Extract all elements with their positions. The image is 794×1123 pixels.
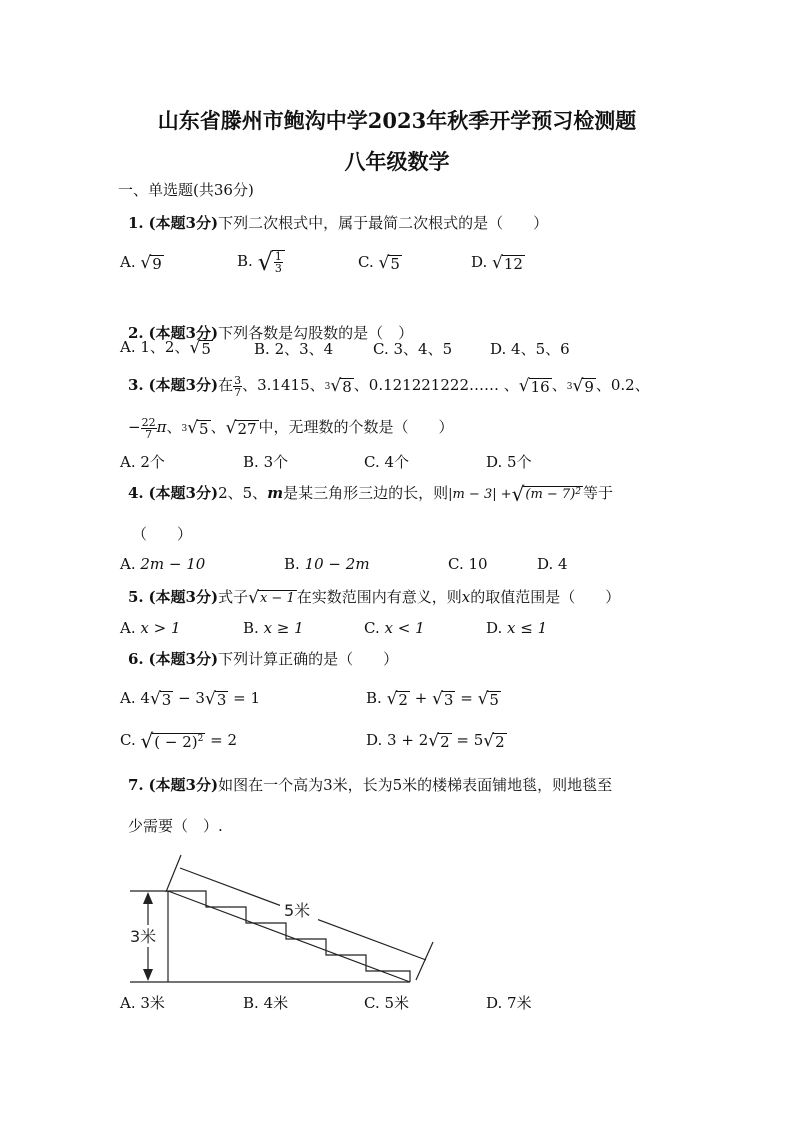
question-text: 在 <box>218 376 234 394</box>
sqrt-expression: √ ( − 2)$^2$ <box>140 728 204 753</box>
extension-line-bottom <box>416 942 433 980</box>
q6-option-d[interactable] <box>366 731 507 750</box>
option-text: 3个 <box>263 453 289 471</box>
option-label: D. <box>486 453 503 471</box>
option-text: x ≥ 1 <box>263 619 304 637</box>
question-number: 4. <box>128 484 144 502</box>
sqrt-expression: √ 16 <box>518 375 550 396</box>
question-text: 中，无理数的个数是（ ） <box>258 418 454 436</box>
question-7 <box>128 774 612 795</box>
cbrt-expression: 3 √ 8 <box>324 375 352 396</box>
question-meta: (本题3分) <box>148 650 219 668</box>
arrow-down-icon <box>143 969 153 981</box>
separator: 、 <box>551 376 567 394</box>
separator: 、 <box>503 376 519 394</box>
question-7-line2: 少需要（ ）. <box>128 817 223 835</box>
question-text: 下列各数是勾股数的是（ ） <box>218 324 414 342</box>
option-label: B. <box>243 619 259 637</box>
q7-option-d[interactable] <box>486 992 532 1013</box>
q4-option-a[interactable] <box>120 555 205 573</box>
separator: 、 <box>166 418 182 436</box>
question-4 <box>128 481 614 506</box>
question-text: 等于 <box>583 484 614 502</box>
separator: 、 <box>595 376 611 394</box>
q4-option-b[interactable] <box>284 555 370 573</box>
variable-m: m <box>267 484 284 502</box>
option-text: 4米 <box>263 994 289 1012</box>
option-text: 7米 <box>507 994 532 1012</box>
sqrt-expression: √ 5 <box>189 337 211 358</box>
length-label: 5米 <box>284 901 311 920</box>
option-label: C. <box>373 340 389 358</box>
option-label: D. <box>486 619 503 637</box>
operator: + <box>409 689 433 707</box>
question-text: 如图在一个高为3米，长为5米的楼梯表面铺地毯，则地毯至 <box>218 776 613 794</box>
option-text: 1、2、 <box>140 338 190 356</box>
option-label: B. <box>366 689 382 707</box>
option-text: 3、4、5 <box>393 340 453 358</box>
question-meta: (本题3分) <box>148 588 219 606</box>
q6-option-b[interactable] <box>366 689 501 708</box>
sqrt-expression: √ $\frac{1}{3}$ <box>258 250 285 274</box>
option-label: D. <box>366 731 383 749</box>
question-3-line2 <box>128 416 454 440</box>
option-label: B. <box>243 994 259 1012</box>
question-meta: (本题3分) <box>148 214 219 232</box>
option-text: 10 <box>468 555 488 573</box>
q2-option-c[interactable] <box>373 338 452 359</box>
option-label: A. <box>120 253 136 271</box>
option-label: C. <box>120 731 136 749</box>
question-text: 的取值范围是（ ） <box>470 588 621 606</box>
question-meta: (本题3分) <box>148 324 219 342</box>
stairs-figure <box>120 850 440 990</box>
sqrt-expression: √ 5 <box>477 688 499 709</box>
q7-option-b[interactable] <box>243 992 288 1013</box>
q1-option-b[interactable] <box>237 250 285 274</box>
value-repeating: 0.121221222…… <box>368 376 504 394</box>
question-number: 7. <box>128 776 144 794</box>
option-label: A. <box>120 338 136 356</box>
question-3 <box>128 374 650 398</box>
question-6 <box>128 648 398 669</box>
pi-symbol: π <box>156 418 167 436</box>
question-5 <box>128 586 620 607</box>
sqrt-expression: √ 2 <box>428 730 450 751</box>
q5-option-c[interactable] <box>364 619 425 637</box>
question-number: 2. <box>128 324 144 342</box>
sqrt-expression: √ 9 <box>140 252 162 273</box>
option-text: 5个 <box>507 453 532 471</box>
option-label: A. <box>120 689 136 707</box>
height-label: 3米 <box>130 927 157 946</box>
document-subtitle: 八年级数学 <box>344 149 450 174</box>
option-label: B. <box>237 252 253 270</box>
sqrt-expression: √ 12 <box>492 252 523 273</box>
option-label: A. <box>120 619 136 637</box>
fraction-22-7: $\frac{22}{7}$ <box>141 415 156 441</box>
question-meta: (本题3分) <box>148 776 219 794</box>
sqrt-expression: √ 5 <box>378 252 400 273</box>
option-text: 2、3、4 <box>274 340 334 358</box>
operator: = 5 <box>451 731 484 749</box>
question-meta: (本题3分) <box>148 484 219 502</box>
question-number: 1. <box>128 214 144 232</box>
sqrt-expression: √ 2 <box>386 688 408 709</box>
coefficient: 3 + 2 <box>387 731 429 749</box>
q2-option-b[interactable] <box>254 338 333 359</box>
sqrt-expression: √ 27 <box>225 417 257 438</box>
q4-option-c[interactable] <box>448 555 488 573</box>
option-label: A. <box>120 453 136 471</box>
question-text: 下列计算正确的是（ ） <box>218 650 399 668</box>
question-number: 5. <box>128 588 144 606</box>
q4-option-d[interactable] <box>537 555 568 573</box>
cbrt-expression: 3 √ 9 <box>566 375 594 396</box>
option-label: A. <box>120 994 136 1012</box>
question-meta: (本题3分) <box>148 376 219 394</box>
value-3-1415: 3.1415 <box>257 376 310 394</box>
option-label: B. <box>243 453 259 471</box>
q5-option-a[interactable] <box>120 619 181 637</box>
question-text: 2、5、 <box>218 484 268 502</box>
separator: 、 <box>353 376 369 394</box>
q2-option-d[interactable] <box>490 338 570 359</box>
option-label: C. <box>358 253 374 271</box>
separator: 、 <box>210 418 226 436</box>
option-text: 5米 <box>384 994 410 1012</box>
question-text: 式子 <box>218 588 249 606</box>
q3-option-b[interactable] <box>243 451 288 472</box>
option-text: 4 <box>558 555 568 573</box>
minus-sign: − <box>128 418 141 436</box>
q5-option-d[interactable] <box>486 619 547 637</box>
cbrt-expression: 3 √ 5 <box>181 417 209 438</box>
option-text: 10 − 2m <box>304 555 370 573</box>
value-0-2: 0.2、 <box>610 376 650 394</box>
option-label: D. <box>490 340 507 358</box>
result: = 2 <box>205 731 237 749</box>
option-text: 2个 <box>140 453 165 471</box>
sqrt-expression: √ $(m - 7)^2$ <box>511 481 582 506</box>
result: = 1 <box>228 689 261 707</box>
question-number: 6. <box>128 650 144 668</box>
option-label: D. <box>471 253 488 271</box>
option-label: C. <box>448 555 464 573</box>
question-4-paren: （ ） <box>132 525 193 543</box>
extension-line-top <box>166 855 181 892</box>
document-title: 山东省滕州市鲍沟中学2023年秋季开学预习检测题 <box>157 108 637 133</box>
q1-option-d[interactable] <box>471 253 525 272</box>
option-label: C. <box>364 994 380 1012</box>
arrow-up-icon <box>143 892 153 904</box>
option-label: A. <box>120 555 136 573</box>
q6-option-a[interactable] <box>120 689 260 708</box>
question-text: 在实数范围内有意义，则 <box>296 588 462 606</box>
option-text: x ≤ 1 <box>507 619 548 637</box>
coefficient: 4 <box>140 689 150 707</box>
sqrt-expression: √ 3 <box>149 688 172 709</box>
option-text: 4个 <box>384 453 410 471</box>
option-text: 2m − 10 <box>140 555 206 573</box>
question-text: 下列二次根式中，属于最简二次根式的是（ ） <box>218 214 549 232</box>
option-text: x > 1 <box>140 619 181 637</box>
option-label: C. <box>364 619 380 637</box>
q3-option-a[interactable] <box>120 451 165 472</box>
option-label: D. <box>537 555 554 573</box>
q1-option-c[interactable] <box>358 253 402 272</box>
section-heading: 一、单选题(共36分) <box>118 181 254 199</box>
q3-option-c[interactable] <box>364 451 409 472</box>
question-number: 3. <box>128 376 144 394</box>
option-text: x < 1 <box>384 619 425 637</box>
q1-option-a[interactable] <box>120 253 164 272</box>
option-label: B. <box>254 340 270 358</box>
fraction-3-7: $\frac{3}{7}$ <box>234 373 242 399</box>
sqrt-expression: √ x − 1 <box>248 587 295 608</box>
operator: = <box>455 689 478 707</box>
option-label: C. <box>364 453 380 471</box>
q2-option-a[interactable] <box>120 336 213 357</box>
q5-option-b[interactable] <box>243 619 304 637</box>
abs-expression: |m − 3| + <box>448 487 512 502</box>
sqrt-expression: √ 2 <box>483 730 505 751</box>
separator: 、 <box>309 376 325 394</box>
option-text: 3米 <box>140 994 165 1012</box>
separator: 、 <box>242 376 258 394</box>
operator: − 3 <box>173 689 205 707</box>
option-text: 4、5、6 <box>511 340 570 358</box>
q7-option-a[interactable] <box>120 992 165 1013</box>
question-1 <box>128 212 548 233</box>
question-text: 是某三角形三边的长，则 <box>283 484 449 502</box>
q3-option-d[interactable] <box>486 451 532 472</box>
variable-x: x <box>461 588 471 606</box>
sqrt-expression: √ 3 <box>204 688 227 709</box>
sqrt-expression: √ 3 <box>432 688 454 709</box>
option-label: D. <box>486 994 503 1012</box>
option-label: B. <box>284 555 300 573</box>
q6-option-c[interactable] <box>120 728 237 753</box>
q7-option-c[interactable] <box>364 992 409 1013</box>
